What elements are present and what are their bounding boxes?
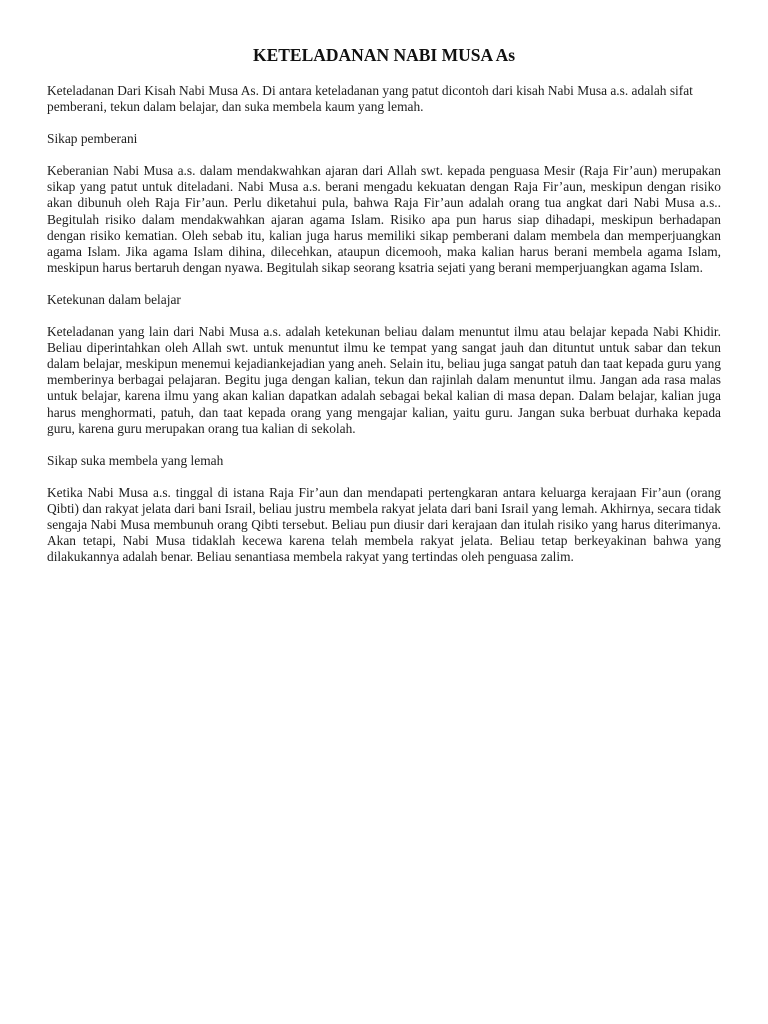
section-body-ketekunan: Keteladanan yang lain dari Nabi Musa a.s. adalah ketekunan beliau dalam menuntut ilmu atau belajar kepada Nabi Khidir. Beliau diperintahkan oleh Allah swt. untuk menuntut ilmu ke tempat yang sangat jauh dan dituntut untuk sabar dan tekun dalam belajar, meskipun menemui kejadiankejadian yang aneh. Selain itu, beliau juga sangat patuh dan taat kepada guru yang memberinya berbagai pelajaran. Begitu juga dengan kalian, tekun dan rajinlah dalam menuntut ilmu. Jangan ada rasa malas untuk belajar, karena ilmu yang akan kalian dapatkan adalah sebagai bekal kalian di masa depan. Dalam belajar, kalian juga harus menghormati, patuh, dan taat kepada orang yang mengajar kalian, yaitu guru. Jangan suka berbuat durhaka kepada guru, karena guru merupakan orang tua kalian di sekolah.: [47, 324, 721, 436]
section-heading-membela: Sikap suka membela yang lemah: [47, 452, 224, 468]
section-body-membela: Ketika Nabi Musa a.s. tinggal di istana Raja Fir’aun dan mendapati pertengkaran antara keluarga kerajaan Fir’aun (orang Qibti) dan rakyat jelata dari bani Israil, beliau justru membela rakyat jelata dari bani Israil yang lemah. Akhirnya, secara tidak sengaja Nabi Musa membunuh orang Qibti tersebut. Beliau pun diusir dari kerajaan dan itulah risiko yang harus diterimanya. Akan tetapi, Nabi Musa tidaklah kecewa karena telah membela rakyat jelata. Beliau tetap berkeyakinan bahwa yang dilakukannya adalah benar. Beliau senantiasa membela rakyat yang tertindas oleh penguasa zalim.: [47, 484, 721, 565]
section-heading-pemberani: Sikap pemberani: [47, 131, 138, 147]
section-body-pemberani: Keberanian Nabi Musa a.s. dalam mendakwahkan ajaran dari Allah swt. kepada penguasa Mesir (Raja Fir’aun) merupakan sikap yang patut untuk diteladani. Nabi Musa a.s. berani mengadu kekuatan dengan Raja Fir’aun, meskipun dengan risiko akan dibunuh oleh Raja Fir’aun. Perlu diketahui pula, bahwa Raja Fir’aun adalah orang tua angkat dari Nabi Musa a.s.. Begitulah risiko dalam mendakwahkan ajaran agama Islam. Risiko apa pun harus siap dihadapi, meskipun berhadapan dengan risiko kematian. Oleh sebab itu, kalian juga harus memiliki sikap pemberani dalam membela dan memperjuangkan agama Islam. Jika agama Islam dihina, dilecehkan, ataupun dicemooh, maka kalian harus berani membela agama Islam, meskipun harus bertaruh dengan nyawa. Begitulah sikap seorang ksatria sejati yang berani memperjuangkan agama Islam.: [47, 163, 721, 275]
intro-paragraph: Keteladanan Dari Kisah Nabi Musa As. Di antara keteladanan yang patut dicontoh dari kisah Nabi Musa a.s. adalah sifat pemberani, tekun dalam belajar, dan suka membela kaum yang lemah.: [47, 83, 693, 115]
section-heading-ketekunan: Ketekunan dalam belajar: [47, 291, 181, 307]
document-title: KETELADANAN NABI MUSA As: [252, 45, 516, 65]
document-content: [47, 44, 721, 581]
